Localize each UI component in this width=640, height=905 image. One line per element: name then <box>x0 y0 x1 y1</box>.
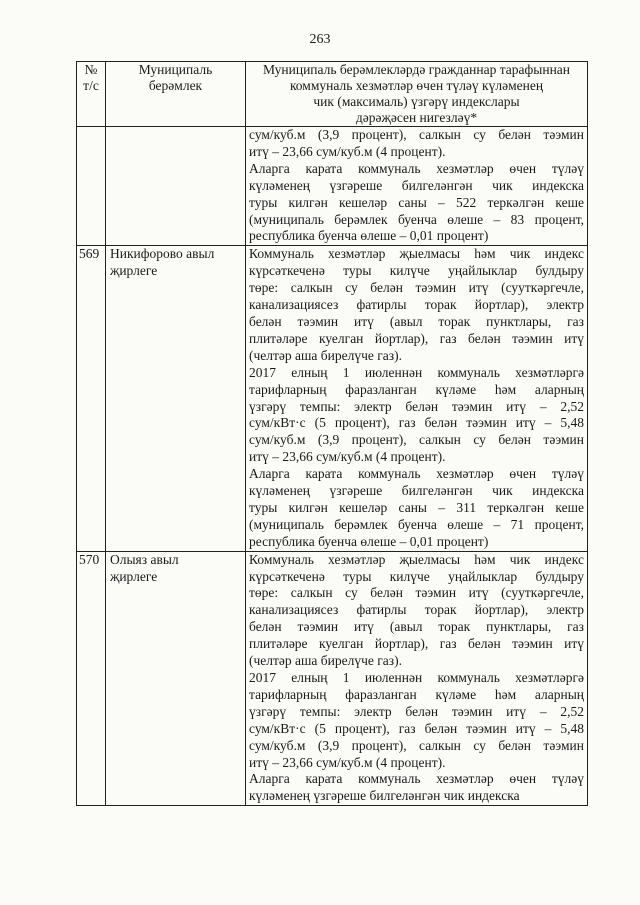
text-line: күләменең үзгәреше билгеләнгән чик индекска <box>249 177 584 193</box>
text-line: күләменең үзгәреше билгеләнгән чик индекска <box>249 788 520 804</box>
text-line: итү – 23,66 сум/куб.м (4 процент). <box>249 143 446 159</box>
text-line: төре: салкын су белән тәэмин итү (сууткәргечле, <box>249 585 584 601</box>
header-municipality-line: Муниципаль <box>138 62 213 77</box>
text-line: күләменең үзгәреше билгеләнгән чик индекска <box>249 483 584 499</box>
justification-paragraph <box>249 670 584 771</box>
row-municipality <box>106 246 246 551</box>
text-line: (муниципаль берәмлек буенча өлеше – 83 процент, <box>249 211 584 227</box>
municipality-name-line: Никифорово авыл <box>110 246 215 262</box>
justification-paragraph <box>249 365 584 466</box>
text-line: Коммуналь хезмәтләр җыелмасы һәм чик индекс <box>249 246 584 262</box>
header-municipality-line: берәмлек <box>148 78 203 93</box>
text-line: плитәләре куелган йортлар), газ белән тәэмин итү <box>249 330 584 346</box>
table-header <box>77 62 588 127</box>
header-number <box>77 62 106 127</box>
municipality-name-line: җирлеге <box>110 263 158 279</box>
text-line: 2017 елның 1 июленнән коммуналь хезмәтләргә <box>249 364 584 380</box>
table-body <box>77 127 588 806</box>
text-line: (челтәр аша бирелүче газ). <box>249 347 402 363</box>
municipality-name-line: Олыяз авыл <box>110 551 179 567</box>
justification-paragraph <box>249 466 584 551</box>
text-line: Аларга карата коммуналь хезмәтләр өчен түләү <box>249 771 584 787</box>
table-row <box>77 551 588 806</box>
municipality-name-line: җирлеге <box>110 568 158 584</box>
header-number-line: № <box>84 62 98 77</box>
text-line: үзгәрү темпы: электр белән тәэмин итү – 2,52 <box>249 398 584 414</box>
text-line: 2017 елның 1 июленнән коммуналь хезмәтләргә <box>249 670 584 685</box>
text-line: итү – 23,66 сум/куб.м (4 процент). <box>249 449 446 465</box>
row-justification <box>246 127 588 246</box>
header-justification-line: дәрәҗәсен нигезләү* <box>355 110 478 125</box>
text-line: итү – 23,66 сум/куб.м (4 процент). <box>249 754 446 770</box>
header-justification-line: чик (максималь) үзгәрү индекслары <box>313 94 520 109</box>
text-line: үзгәрү темпы: электр белән тәэмин итү – 2,52 <box>249 703 584 719</box>
row-number <box>77 127 106 246</box>
text-line: Коммуналь хезмәтләр җыелмасы һәм чик индекс <box>249 551 584 567</box>
text-line: канализациясез фатирлы торак йортлар), электр <box>249 297 584 313</box>
text-line: республика буенча өлеше – 0,01 процент) <box>249 533 489 549</box>
text-line: (муниципаль берәмлек буенча өлеше – 71 процент, <box>249 516 584 532</box>
row-municipality <box>106 127 246 246</box>
text-line: (челтәр аша бирелүче газ). <box>249 653 402 669</box>
justification-paragraph <box>249 771 584 805</box>
table-row <box>77 127 588 246</box>
header-number-line: т/с <box>83 78 99 93</box>
text-line: тарифларның фаразланган күләме һәм аларның <box>249 381 584 397</box>
header-justification-line: Муниципаль берәмлекләрдә гражданнар тарафыннан <box>262 62 571 77</box>
text-line: сум/куб.м (3,9 процент), салкын су белән тәэмин <box>249 432 584 448</box>
text-line: тарифларның фаразланган күләме һәм аларның <box>249 686 584 702</box>
row-justification <box>246 551 588 806</box>
justification-paragraph <box>249 161 584 246</box>
header-justification <box>246 62 588 127</box>
text-line: күрсәткеченә туры килүче уңайлыклар булдыру <box>249 263 584 279</box>
text-line: сум/куб.м (3,9 процент), салкын су белән тәэмин <box>249 737 584 753</box>
header-justification-line: коммуналь хезмәтләр өчен түләү күләменең <box>289 78 544 93</box>
text-line: белән тәэмин итү (авыл торак пунктлары, газ <box>249 619 584 635</box>
table-row <box>77 246 588 551</box>
text-line: сум/кВт·с (5 процент), газ белән тәэмин итү – 5,48 <box>249 415 584 431</box>
header-municipality <box>106 62 246 127</box>
row-number: 570 <box>77 551 106 806</box>
text-line: сум/кВт·с (5 процент), газ белән тәэмин итү – 5,48 <box>249 720 584 736</box>
row-municipality <box>106 551 246 806</box>
row-number: 569 <box>77 246 106 551</box>
text-line: плитәләре куелган йортлар), газ белән тәэмин итү <box>249 636 584 652</box>
justification-paragraph <box>249 246 584 364</box>
text-line: туры килгән кешеләр саны – 522 теркәлгән кеше <box>249 194 584 210</box>
text-line: төре: салкын су белән тәэмин итү (сууткәргечле, <box>249 280 584 296</box>
page-number: 263 <box>309 32 331 47</box>
row-justification <box>246 246 588 551</box>
text-line: сум/куб.м (3,9 процент), салкын су белән тәэмин <box>249 127 584 142</box>
text-line: Аларга карата коммуналь хезмәтләр өчен түләү <box>249 466 584 482</box>
text-line: канализациясез фатирлы торак йортлар), электр <box>249 602 584 618</box>
tariff-table <box>76 61 588 806</box>
text-line: республика буенча өлеше – 0,01 процент) <box>249 228 489 244</box>
justification-paragraph <box>249 127 584 161</box>
text-line: Аларга карата коммуналь хезмәтләр өчен түләү <box>249 160 584 176</box>
justification-paragraph <box>249 552 584 670</box>
text-line: белән тәэмин итү (авыл торак пунктлары, газ <box>249 313 584 329</box>
text-line: туры килгән кешеләр саны – 311 теркәлгән кеше <box>249 499 584 515</box>
text-line: күрсәткеченә туры килүче уңайлыклар булдыру <box>249 568 584 584</box>
